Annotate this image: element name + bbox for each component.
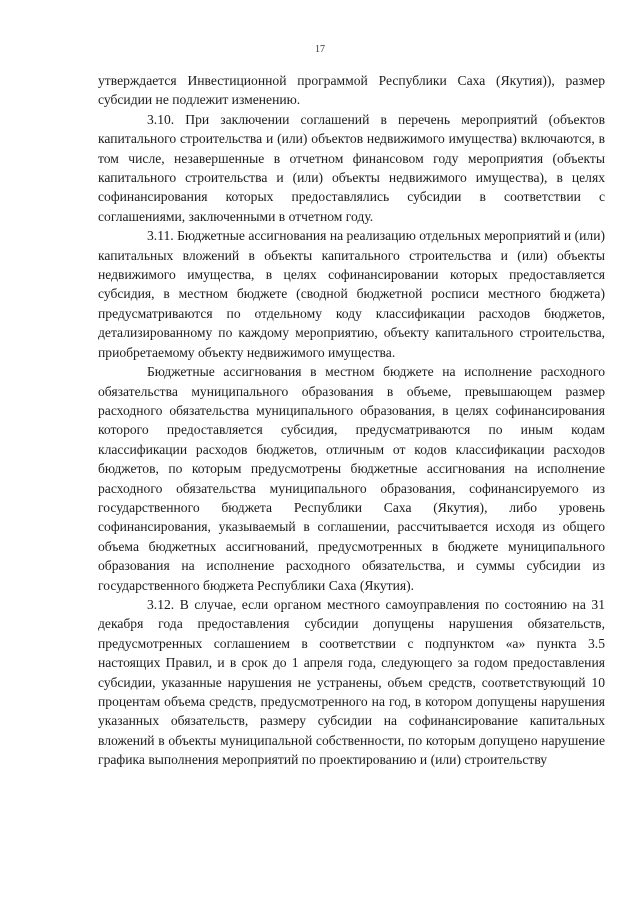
paragraph-3-12: 3.12. В случае, если органом местного самоуправления по состоянию на 31 декабря года предоставления субсидии допущены нарушения обязательств, предусмотренных соглашением в соответствии с подпунктом «а» пункта 3.5 настоящих Правил, и в срок до 1 апреля года, следующего за годом предоставления субсидии, указанные нарушения не устранены, объем средств, соответствующий 10 процентам объема средств, предусмотренного на год, в котором допущены нарушения указанных обязательств, размеру субсидии на софинансирование капитальных вложений в объекты муниципальной собственности, по которым допущено нарушение графика выполнения мероприятий по проектированию и (или) строительству: [98, 596, 605, 768]
page-number: 17: [315, 44, 325, 55]
paragraph-3-11: 3.11. Бюджетные ассигнования на реализацию отдельных мероприятий и (или) капитальных вложений в объекты капитального строительства и (или) объекты недвижимого имущества, в целях софинансировании которых предоставляется субсидия, в местном бюджете (сводной бюджетной росписи местного бюджета) предусматриваются по отдельному коду классификации расходов бюджетов, детализированному по каждому мероприятию, объекту капитального строительства, приобретаемому объекту недвижимого имущества.: [98, 228, 605, 360]
paragraph-continuation: утверждается Инвестиционной программой Республики Саха (Якутия)), размер субсидии не подлежит изменению.: [98, 73, 605, 108]
paragraph-3-10: 3.10. При заключении соглашений в перечень мероприятий (объектов капитального строительства и (или) объектов недвижимого имущества) включаются, в том числе, незавершенные в отчетном финансовом году мероприятия (объекты капитального строительства и (или) объекты недвижимого имущества), в целях софинансирования которых предоставлялись субсидии в соответствии с соглашениями, заключенными в отчетном году.: [98, 111, 605, 224]
paragraph-budget-allocations: Бюджетные ассигнования в местном бюджете на исполнение расходного обязательства муниципального образования в объеме, превышающем размер расходного обязательства муниципального образования, в целях софинансирования которого предоставляется субсидия, предусматриваются по иным кодам классификации расходов бюджетов, отличным от кодов классификации расходов бюджетов, по которым предусмотрены бюджетные ассигнования на исполнение расходного обязательства муниципального образования, софинансируемого из государственного бюджета Республики Саха (Якутия), либо уровень софинансирования, указываемый в соглашении, рассчитывается исходя из общего объема бюджетных ассигнований, предусмотренных в бюджете муниципального образования на исполнение расходного обязательства, и суммы субсидии из государственного бюджета Республики Саха (Якутия).: [98, 364, 605, 593]
document-body: [98, 71, 605, 770]
